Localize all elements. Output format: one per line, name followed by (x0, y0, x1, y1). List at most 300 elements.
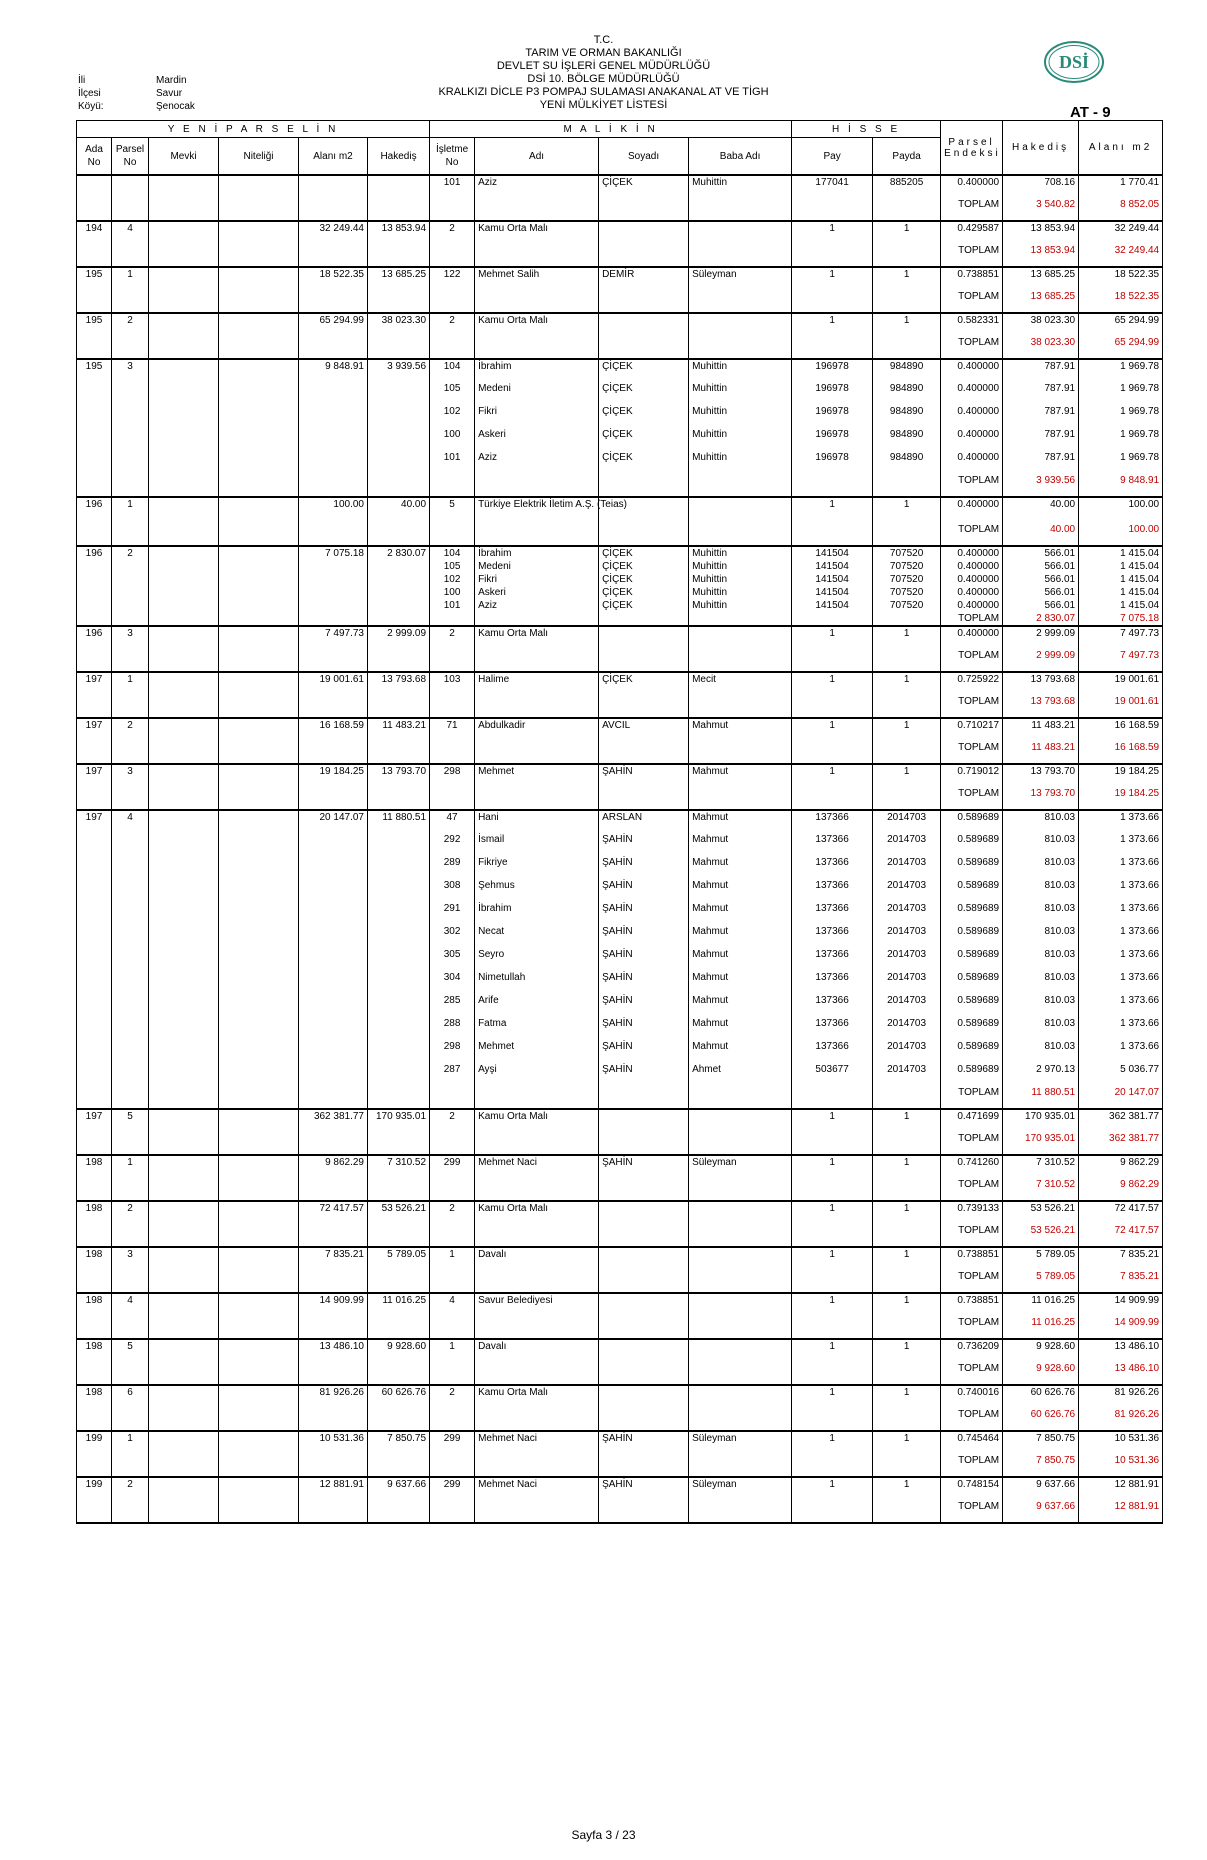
cell-payda: 2014703 (873, 971, 941, 994)
col-header-alani: Alanı m2 (299, 138, 368, 176)
cell-alani: 16 168.59 (299, 718, 368, 741)
cell-pay: 1 (792, 221, 873, 244)
cell-owner-alan: 1 415.04 (1079, 599, 1163, 612)
cell-ada: 199 (77, 1431, 112, 1454)
cell-hakedis: 11 016.25 (368, 1293, 430, 1316)
cell-total-hakedis: 11 880.51 (1003, 1086, 1079, 1109)
cell-payda: 1 (873, 1477, 941, 1500)
cell-ada: 196 (77, 546, 112, 560)
cell-total-alan: 18 522.35 (1079, 290, 1163, 313)
cell-baba: Mahmut (689, 994, 792, 1017)
cell-owner-alan: 19 001.61 (1079, 672, 1163, 695)
col-header-hakedis2: Hakediş (1003, 121, 1079, 176)
cell-adi: Halime (475, 672, 599, 695)
cell-pay: 503677 (792, 1063, 873, 1086)
cell-owner-hakedis: 810.03 (1003, 879, 1079, 902)
cell-pay: 1 (792, 764, 873, 787)
cell-owner-alan: 1 373.66 (1079, 948, 1163, 971)
parcel-total-row (77, 787, 1163, 810)
cell-owner-alan: 65 294.99 (1079, 313, 1163, 336)
cell-total-hakedis: 13 853.94 (1003, 244, 1079, 267)
dsi-logo-icon (1043, 40, 1105, 84)
parcel-total-row (77, 336, 1163, 359)
cell-owner-alan: 1 770.41 (1079, 175, 1163, 198)
cell-endeks: 0.400000 (941, 586, 1003, 599)
parcel-owner-row (77, 359, 1163, 382)
parcel-owner-row (77, 1247, 1163, 1270)
cell-alani: 7 075.18 (299, 546, 368, 560)
cell-soyadi: ŞAHİN (599, 1431, 689, 1454)
cell-isletme: 299 (430, 1477, 475, 1500)
cell-endeks: 0.748154 (941, 1477, 1003, 1500)
cell-hakedis: 2 830.07 (368, 546, 430, 560)
parcel-owner-row (77, 586, 1163, 599)
cell-total-label: TOPLAM (941, 649, 1003, 672)
cell-payda: 1 (873, 1247, 941, 1270)
cell-adi: Şehmus (475, 879, 599, 902)
cell-alani: 100.00 (299, 497, 368, 523)
cell-endeks: 0.589689 (941, 925, 1003, 948)
parcel-total-row (77, 741, 1163, 764)
cell-owner-hakedis: 810.03 (1003, 810, 1079, 833)
cell-soyadi (599, 1201, 689, 1224)
cell-parsel: 1 (112, 1155, 149, 1178)
cell-parsel: 2 (112, 1201, 149, 1224)
cell-owner-hakedis: 13 793.70 (1003, 764, 1079, 787)
cell-owner-alan: 16 168.59 (1079, 718, 1163, 741)
cell-payda: 707520 (873, 560, 941, 573)
cell-owner-hakedis: 2 970.13 (1003, 1063, 1079, 1086)
cell-total-label: TOPLAM (941, 1086, 1003, 1109)
cell-endeks: 0.471699 (941, 1109, 1003, 1132)
cell-soyadi: ŞAHİN (599, 1155, 689, 1178)
parcel-owner-row (77, 1339, 1163, 1362)
cell-parsel: 1 (112, 672, 149, 695)
cell-baba (689, 1293, 792, 1316)
parcel-owner-row (77, 833, 1163, 856)
cell-pay: 196978 (792, 382, 873, 405)
cell-owner-hakedis: 787.91 (1003, 405, 1079, 428)
cell-pay: 1 (792, 718, 873, 741)
cell-owner-hakedis: 13 853.94 (1003, 221, 1079, 244)
cell-total-alan: 20 147.07 (1079, 1086, 1163, 1109)
cell-endeks: 0.400000 (941, 405, 1003, 428)
header-line-directorate: DEVLET SU İŞLERİ GENEL MÜDÜRLÜĞÜ (496, 60, 711, 72)
cell-baba: Süleyman (689, 1477, 792, 1500)
cell-ada: 195 (77, 313, 112, 336)
col-header-baba: Baba Adı (689, 138, 792, 176)
cell-isletme: 4 (430, 1293, 475, 1316)
parcel-total-row (77, 1500, 1163, 1523)
cell-owner-hakedis: 566.01 (1003, 586, 1079, 599)
cell-baba: Mecit (689, 672, 792, 695)
cell-owner-alan: 1 969.78 (1079, 428, 1163, 451)
cell-total-label: TOPLAM (941, 1500, 1003, 1523)
cell-owner-hakedis: 810.03 (1003, 1017, 1079, 1040)
parcel-owner-row (77, 1063, 1163, 1086)
cell-owner-hakedis: 7 310.52 (1003, 1155, 1079, 1178)
cell-total-hakedis: 9 637.66 (1003, 1500, 1079, 1523)
parcel-owner-row (77, 560, 1163, 573)
cell-baba: Mahmut (689, 810, 792, 833)
cell-alani: 7 835.21 (299, 1247, 368, 1270)
parcel-owner-row (77, 856, 1163, 879)
cell-hakedis: 170 935.01 (368, 1109, 430, 1132)
cell-payda: 1 (873, 1339, 941, 1362)
cell-owner-hakedis: 11 016.25 (1003, 1293, 1079, 1316)
parcel-owner-row (77, 626, 1163, 649)
cell-payda: 1 (873, 764, 941, 787)
cell-total-alan: 14 909.99 (1079, 1316, 1163, 1339)
cell-owner-hakedis: 566.01 (1003, 599, 1079, 612)
cell-isletme: 71 (430, 718, 475, 741)
cell-endeks: 0.589689 (941, 856, 1003, 879)
cell-isletme: 2 (430, 626, 475, 649)
cell-pay: 137366 (792, 1040, 873, 1063)
cell-endeks: 0.740016 (941, 1385, 1003, 1408)
cell-owner-hakedis: 170 935.01 (1003, 1109, 1079, 1132)
group-header-hisse: H İ S S E (792, 121, 941, 138)
cell-baba: Ahmet (689, 1063, 792, 1086)
cell-owner-alan: 1 373.66 (1079, 833, 1163, 856)
cell-endeks: 0.736209 (941, 1339, 1003, 1362)
page-number: Sayfa 3 / 23 (571, 1828, 636, 1842)
cell-alani: 14 909.99 (299, 1293, 368, 1316)
cell-total-hakedis: 9 928.60 (1003, 1362, 1079, 1385)
cell-endeks: 0.400000 (941, 428, 1003, 451)
cell-adi: Kamu Orta Malı (475, 313, 599, 336)
header-line-region: DSİ 10. BÖLGE MÜDÜRLÜĞÜ (527, 73, 680, 85)
cell-pay: 196978 (792, 428, 873, 451)
cell-endeks: 0.400000 (941, 175, 1003, 198)
cell-baba: Mahmut (689, 718, 792, 741)
cell-baba (689, 1247, 792, 1270)
cell-total-hakedis: 3 540.82 (1003, 198, 1079, 221)
cell-baba: Mahmut (689, 902, 792, 925)
cell-isletme: 2 (430, 221, 475, 244)
header-line-list-title: YENİ MÜLKİYET LİSTESİ (539, 99, 668, 111)
cell-owner-hakedis: 38 023.30 (1003, 313, 1079, 336)
cell-baba: Muhittin (689, 573, 792, 586)
parcel-total-row (77, 474, 1163, 497)
cell-total-alan: 81 926.26 (1079, 1408, 1163, 1431)
cell-isletme: 104 (430, 546, 475, 560)
cell-payda: 2014703 (873, 1040, 941, 1063)
cell-ada: 198 (77, 1385, 112, 1408)
cell-owner-alan: 1 415.04 (1079, 573, 1163, 586)
cell-pay: 141504 (792, 599, 873, 612)
parcel-owner-row (77, 718, 1163, 741)
cell-isletme: 103 (430, 672, 475, 695)
cell-owner-alan: 1 373.66 (1079, 1040, 1163, 1063)
header-line-project: KRALKIZI DİCLE P3 POMPAJ SULAMASI ANAKANAL AT VE TİGH (438, 86, 769, 98)
parcel-owner-row (77, 221, 1163, 244)
cell-total-label: TOPLAM (941, 336, 1003, 359)
cell-adi: Askeri (475, 586, 599, 599)
parcel-owner-row (77, 428, 1163, 451)
cell-pay: 137366 (792, 994, 873, 1017)
cell-total-alan: 16 168.59 (1079, 741, 1163, 764)
cell-alani: 19 184.25 (299, 764, 368, 787)
cell-parsel: 4 (112, 221, 149, 244)
cell-parsel: 2 (112, 546, 149, 560)
cell-soyadi: ŞAHİN (599, 833, 689, 856)
parcel-total-row (77, 1362, 1163, 1385)
cell-endeks: 0.400000 (941, 451, 1003, 474)
parcel-total-row (77, 523, 1163, 546)
col-header-soyadi: Soyadı (599, 138, 689, 176)
parcel-total-row (77, 244, 1163, 267)
cell-adi: Savur Belediyesi (475, 1293, 599, 1316)
parcel-owner-row (77, 573, 1163, 586)
cell-owner-alan: 1 415.04 (1079, 586, 1163, 599)
cell-isletme: 2 (430, 1109, 475, 1132)
group-header-parsel: Y E N İ P A R S E L İ N (77, 121, 430, 138)
cell-owner-alan: 1 373.66 (1079, 971, 1163, 994)
cell-soyadi: ŞAHİN (599, 971, 689, 994)
cell-total-hakedis: 3 939.56 (1003, 474, 1079, 497)
cell-payda: 1 (873, 1155, 941, 1178)
cell-isletme: 100 (430, 428, 475, 451)
cell-adi: Türkiye Elektrik İletim A.Ş. (Teias) (475, 497, 599, 523)
cell-pay: 141504 (792, 560, 873, 573)
cell-payda: 1 (873, 1109, 941, 1132)
cell-endeks: 0.582331 (941, 313, 1003, 336)
cell-hakedis: 13 853.94 (368, 221, 430, 244)
cell-owner-hakedis: 53 526.21 (1003, 1201, 1079, 1224)
col-header-adi: Adı (475, 138, 599, 176)
cell-endeks: 0.589689 (941, 948, 1003, 971)
cell-total-hakedis: 13 793.68 (1003, 695, 1079, 718)
cell-ada: 198 (77, 1339, 112, 1362)
cell-owner-hakedis: 708.16 (1003, 175, 1079, 198)
cell-owner-alan: 13 486.10 (1079, 1339, 1163, 1362)
cell-total-hakedis: 40.00 (1003, 523, 1079, 546)
cell-adi: Fatma (475, 1017, 599, 1040)
cell-adi: Ayşi (475, 1063, 599, 1086)
cell-soyadi: ÇİÇEK (599, 359, 689, 382)
col-header-hakedis: Hakediş (368, 138, 430, 176)
cell-baba: Mahmut (689, 764, 792, 787)
cell-adi: Medeni (475, 560, 599, 573)
cell-pay: 137366 (792, 879, 873, 902)
cell-alani: 81 926.26 (299, 1385, 368, 1408)
cell-parsel: 1 (112, 1431, 149, 1454)
cell-pay: 1 (792, 497, 873, 523)
property-table (76, 120, 1163, 1524)
cell-owner-hakedis: 566.01 (1003, 546, 1079, 560)
ilce-label: İlçesi (78, 88, 101, 99)
parcel-total-row (77, 1086, 1163, 1109)
cell-soyadi (599, 221, 689, 244)
cell-soyadi: ŞAHİN (599, 764, 689, 787)
cell-baba: Mahmut (689, 879, 792, 902)
cell-owner-alan: 18 522.35 (1079, 267, 1163, 290)
parcel-total-row (77, 1316, 1163, 1339)
cell-pay: 196978 (792, 451, 873, 474)
cell-endeks: 0.400000 (941, 382, 1003, 405)
cell-owner-alan: 1 415.04 (1079, 546, 1163, 560)
cell-hakedis: 3 939.56 (368, 359, 430, 382)
col-header-payda: Payda (873, 138, 941, 176)
cell-total-label: TOPLAM (941, 244, 1003, 267)
sheet-code: AT - 9 (1070, 104, 1111, 121)
cell-baba: Muhittin (689, 586, 792, 599)
cell-owner-hakedis: 9 637.66 (1003, 1477, 1079, 1500)
cell-adi: Aziz (475, 599, 599, 612)
cell-hakedis: 38 023.30 (368, 313, 430, 336)
cell-baba: Mahmut (689, 971, 792, 994)
cell-total-label: TOPLAM (941, 1362, 1003, 1385)
cell-baba: Muhittin (689, 560, 792, 573)
cell-ada: 199 (77, 1477, 112, 1500)
cell-adi: Mehmet Naci (475, 1155, 599, 1178)
cell-alani: 32 249.44 (299, 221, 368, 244)
cell-owner-alan: 81 926.26 (1079, 1385, 1163, 1408)
cell-alani: 72 417.57 (299, 1201, 368, 1224)
cell-payda: 707520 (873, 573, 941, 586)
cell-soyadi: AVCIL (599, 718, 689, 741)
cell-endeks: 0.741260 (941, 1155, 1003, 1178)
cell-total-label: TOPLAM (941, 1178, 1003, 1201)
cell-total-label: TOPLAM (941, 198, 1003, 221)
cell-total-alan: 12 881.91 (1079, 1500, 1163, 1523)
cell-baba (689, 221, 792, 244)
cell-soyadi: ŞAHİN (599, 994, 689, 1017)
cell-owner-hakedis: 787.91 (1003, 382, 1079, 405)
cell-payda: 2014703 (873, 833, 941, 856)
cell-parsel: 1 (112, 497, 149, 523)
cell-alani: 65 294.99 (299, 313, 368, 336)
parcel-owner-row (77, 810, 1163, 833)
parcel-owner-row (77, 994, 1163, 1017)
parcel-owner-row (77, 1477, 1163, 1500)
cell-total-alan: 7 497.73 (1079, 649, 1163, 672)
cell-pay: 1 (792, 313, 873, 336)
cell-payda: 707520 (873, 546, 941, 560)
cell-total-alan: 7 075.18 (1079, 612, 1163, 626)
cell-soyadi: ÇİÇEK (599, 560, 689, 573)
koy-label: Köyü: (78, 101, 104, 112)
cell-adi: Necat (475, 925, 599, 948)
cell-baba (689, 1385, 792, 1408)
parcel-owner-row (77, 1040, 1163, 1063)
cell-total-alan: 19 001.61 (1079, 695, 1163, 718)
cell-owner-hakedis: 810.03 (1003, 948, 1079, 971)
cell-alani: 20 147.07 (299, 810, 368, 833)
cell-endeks: 0.719012 (941, 764, 1003, 787)
cell-owner-alan: 100.00 (1079, 497, 1163, 523)
parcel-owner-row (77, 879, 1163, 902)
cell-payda: 2014703 (873, 1017, 941, 1040)
parcel-total-row (77, 695, 1163, 718)
cell-ada: 196 (77, 626, 112, 649)
cell-total-alan: 9 848.91 (1079, 474, 1163, 497)
cell-pay: 141504 (792, 546, 873, 560)
cell-owner-hakedis: 810.03 (1003, 902, 1079, 925)
cell-isletme: 302 (430, 925, 475, 948)
cell-owner-hakedis: 810.03 (1003, 925, 1079, 948)
cell-pay: 177041 (792, 175, 873, 198)
cell-payda: 1 (873, 1293, 941, 1316)
cell-endeks: 0.400000 (941, 626, 1003, 649)
cell-adi: Davalı (475, 1247, 599, 1270)
cell-owner-hakedis: 566.01 (1003, 560, 1079, 573)
cell-owner-hakedis: 810.03 (1003, 833, 1079, 856)
cell-payda: 984890 (873, 359, 941, 382)
cell-parsel: 5 (112, 1109, 149, 1132)
cell-endeks: 0.738851 (941, 267, 1003, 290)
cell-adi: Mehmet Naci (475, 1477, 599, 1500)
cell-alani: 7 497.73 (299, 626, 368, 649)
ilce-value: Savur (156, 88, 183, 99)
col-header-alani2: Alanı m2 (1079, 121, 1163, 176)
cell-isletme: 101 (430, 599, 475, 612)
cell-isletme: 1 (430, 1339, 475, 1362)
cell-endeks: 0.589689 (941, 833, 1003, 856)
cell-owner-alan: 72 417.57 (1079, 1201, 1163, 1224)
cell-pay: 141504 (792, 586, 873, 599)
parcel-owner-row (77, 764, 1163, 787)
cell-adi: Kamu Orta Malı (475, 626, 599, 649)
cell-total-hakedis: 11 483.21 (1003, 741, 1079, 764)
cell-pay: 1 (792, 1155, 873, 1178)
cell-baba: Süleyman (689, 267, 792, 290)
cell-pay: 137366 (792, 810, 873, 833)
cell-endeks: 0.589689 (941, 1017, 1003, 1040)
cell-soyadi: ŞAHİN (599, 1477, 689, 1500)
cell-isletme: 304 (430, 971, 475, 994)
cell-hakedis: 11 483.21 (368, 718, 430, 741)
parcel-owner-row (77, 599, 1163, 612)
cell-owner-hakedis: 11 483.21 (1003, 718, 1079, 741)
parcel-owner-row (77, 971, 1163, 994)
cell-hakedis: 2 999.09 (368, 626, 430, 649)
cell-owner-alan: 362 381.77 (1079, 1109, 1163, 1132)
cell-ada: 197 (77, 672, 112, 695)
cell-ada: 198 (77, 1293, 112, 1316)
cell-payda: 2014703 (873, 1063, 941, 1086)
col-header-niteligi: Niteliği (219, 138, 299, 176)
cell-isletme: 122 (430, 267, 475, 290)
cell-owner-hakedis: 810.03 (1003, 971, 1079, 994)
cell-ada: 195 (77, 359, 112, 382)
cell-owner-hakedis: 787.91 (1003, 359, 1079, 382)
cell-total-label: TOPLAM (941, 474, 1003, 497)
cell-baba: Mahmut (689, 948, 792, 971)
parcel-owner-row (77, 1385, 1163, 1408)
cell-isletme: 291 (430, 902, 475, 925)
cell-owner-alan: 1 969.78 (1079, 451, 1163, 474)
cell-endeks: 0.589689 (941, 1040, 1003, 1063)
cell-baba: Muhittin (689, 451, 792, 474)
cell-payda: 1 (873, 497, 941, 523)
cell-ada: 197 (77, 764, 112, 787)
parcel-owner-row (77, 948, 1163, 971)
cell-isletme: 101 (430, 451, 475, 474)
cell-pay: 1 (792, 1293, 873, 1316)
cell-payda: 984890 (873, 428, 941, 451)
cell-endeks: 0.745464 (941, 1431, 1003, 1454)
cell-owner-hakedis: 7 850.75 (1003, 1431, 1079, 1454)
cell-total-alan: 9 862.29 (1079, 1178, 1163, 1201)
cell-owner-alan: 14 909.99 (1079, 1293, 1163, 1316)
cell-payda: 2014703 (873, 925, 941, 948)
cell-baba: Muhittin (689, 382, 792, 405)
cell-isletme: 292 (430, 833, 475, 856)
cell-adi: Hani (475, 810, 599, 833)
cell-payda: 1 (873, 718, 941, 741)
